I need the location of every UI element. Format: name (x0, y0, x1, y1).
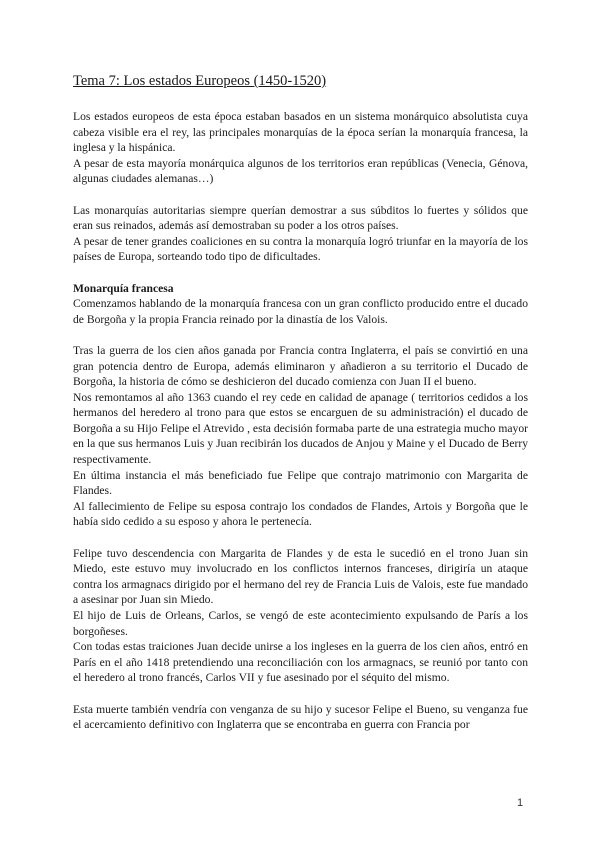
paragraph: Nos remontamos al año 1363 cuando el rey cede en calidad de apanage ( territorios cedidos a los hermanos del heredero al trono para que estos se encarguen de su administración) el ducado de Borgoña a su Hijo Felipe el Atrevido , esta decisión formaba parte de una estrategia mucho mayor en la que sus hermanos Luis y Juan recibirán los ducados de Anjou y Maine y el Ducado de Berry respectivamente. (73, 390, 528, 467)
section-heading: Monarquía francesa (73, 281, 174, 295)
paragraph: Los estados europeos de esta época estaban basados en un sistema monárquico absolutista cuya cabeza visible era el rey, las principales monarquías de la época serían la monarquía francesa, la inglesa y la hispánica. (73, 110, 528, 155)
paragraph: En última instancia el más beneficiado fue Felipe que contrajo matrimonio con Margarita de Flandes. (73, 468, 528, 498)
paragraph: A pesar de esta mayoría monárquica algunos de los territorios eran repúblicas (Venecia, Génova, algunas ciudades alemanas…) (73, 156, 528, 186)
paragraph-spacer (73, 187, 528, 203)
paragraph-spacer (73, 686, 528, 702)
paragraph: Comenzamos hablando de la monarquía francesa con un gran conflicto producido entre el ducado de Borgoña y la propia Francia reinado por la dinastía de los Valois. (73, 297, 528, 326)
paragraph: A pesar de tener grandes coaliciones en su contra la monarquía logró triunfar en la mayoría de los países de Europa, sorteando todo tipo de dificultades. (73, 234, 528, 264)
paragraph: Las monarquías autoritarias siempre querían demostrar a sus súbditos lo fuertes y sólidos que eran sus reinados, además así demostraban su poder a los otros países. (73, 203, 528, 233)
paragraph-spacer (73, 530, 528, 546)
paragraph: Con todas estas traiciones Juan decide unirse a los ingleses en la guerra de los cien años, entró en París en el año 1418 pretendiendo una reconciliación con los armagnacs, se reunió por tanto con el heredero al trono francés, Carlos VII y fue asesinado por el séquito del mismo. (73, 640, 528, 685)
paragraph-spacer (73, 327, 528, 343)
page-title: Tema 7: Los estados Europeos (1450-1520) (73, 73, 327, 89)
paragraph: Esta muerte también vendría con venganza de su hijo y sucesor Felipe el Bueno, su venganza fue el acercamiento definitivo con Inglaterra que se encontraba en guerra con Francia por (73, 702, 528, 732)
paragraph-spacer (73, 265, 528, 281)
page-number: 1 (517, 797, 524, 809)
paragraph: Tras la guerra de los cien años ganada por Francia contra Inglaterra, el país se convirtió en una gran potencia dentro de Europa, además eliminaron y añadieron a su territorio el Ducado de Borgoña, la historia de cómo se deshicieron del ducado comienza con Juan II el bueno. (73, 343, 528, 389)
paragraph: Al fallecimiento de Felipe su esposa contrajo los condados de Flandes, Artois y Borgoña que le había sido cedido a su esposo y ahora le pertenecía. (73, 499, 528, 529)
paragraph: El hijo de Luis de Orleans, Carlos, se vengó de este acontecimiento expulsando de París a los borgoñeses. (73, 609, 528, 638)
document-body (73, 72, 528, 733)
paragraph: Felipe tuvo descendencia con Margarita de Flandes y de esta le sucedió en el trono Juan sin Miedo, este estuvo muy involucrado en los conflictos internos franceses, dirigiría un ataque contra los armagnacs dirigido por el hermano del rey de Francia Luis de Valois, este fue mandado a asesinar por Juan sin Miedo. (73, 546, 528, 607)
